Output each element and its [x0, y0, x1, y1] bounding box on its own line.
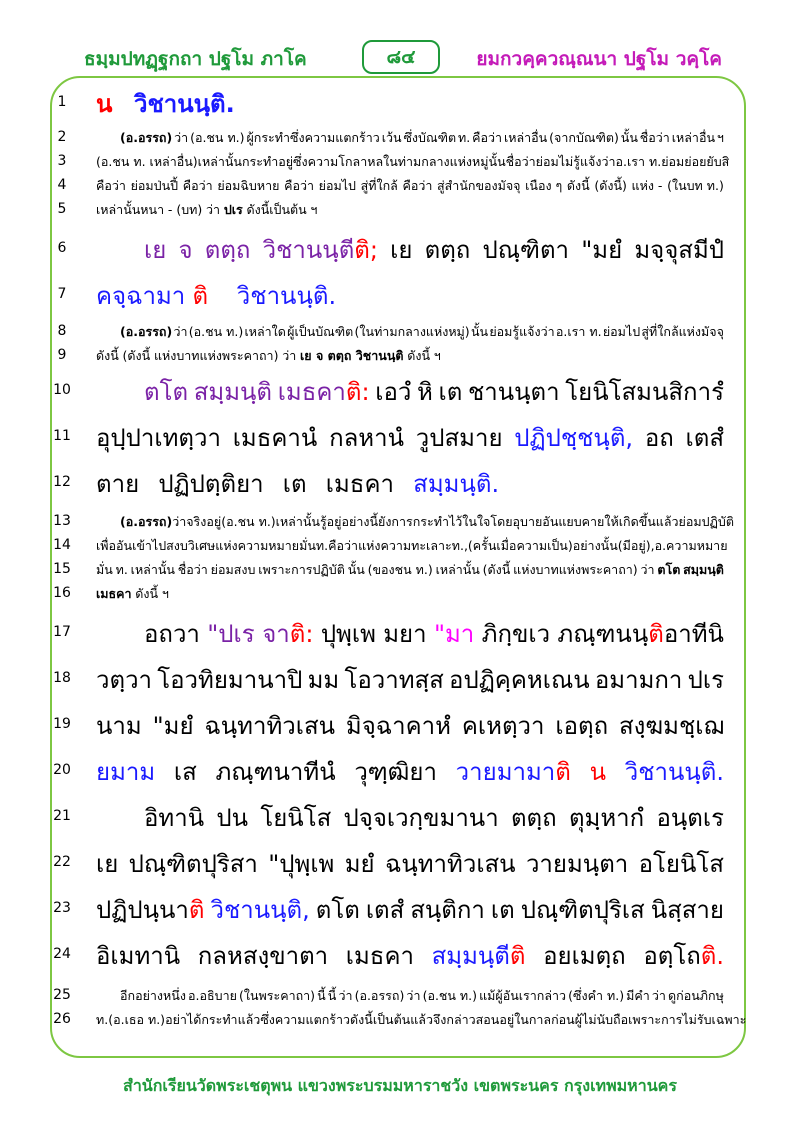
word: ว่า [174, 130, 189, 145]
word: ย่อมไป [602, 324, 641, 339]
word: ตตฺถ [424, 236, 471, 264]
word: นิสฺสาย [650, 896, 724, 924]
word: ติ: [345, 378, 370, 406]
word: สมฺมนฺตี [431, 942, 510, 970]
word: เว้น [381, 130, 402, 145]
word: อมามกา [594, 666, 683, 694]
word: อย่างนี้ [341, 514, 378, 529]
page-header [0, 38, 800, 78]
word: (ซึ่งคำ ท.) [568, 988, 625, 1003]
line-number: 17 [53, 624, 71, 640]
word: ท. [458, 130, 471, 145]
text-line [0, 752, 800, 792]
word: ผู้ไม่นับถือ [574, 1012, 629, 1027]
word: (อ.ชน ท. เหล่าอื่น) [96, 154, 198, 169]
word: ปณฺฑิตปุริเส [520, 896, 645, 924]
text-line [0, 372, 800, 412]
word: เหล่านั้น [275, 514, 320, 529]
line-number: 16 [53, 585, 71, 601]
word: นาม [96, 712, 142, 740]
word: อปฏิคฺคหเณน [449, 666, 590, 694]
word: ดังนี้ [407, 348, 431, 363]
chapter-title: ยมกวคฺควณฺณนา ปฐโม วคฺโค [476, 48, 722, 70]
word: นั้น [488, 154, 506, 169]
word: ผู้กระทำซึ่งความแตกร้าว [246, 130, 380, 145]
word: ย่อมฉิบหาย [217, 178, 280, 193]
line-number: 26 [53, 1011, 71, 1027]
word: อโยนิโส [638, 850, 724, 878]
word: ติ: [289, 620, 314, 648]
word: ท. [315, 538, 329, 553]
word: เหล่าอื่น [503, 130, 548, 145]
word: กลหานํ [329, 424, 405, 452]
word: ติ [509, 942, 526, 970]
text-line [0, 1010, 800, 1030]
word: สู่สำนักของมัจจุ [437, 178, 521, 193]
word: ฯ [161, 586, 169, 601]
word: เนือง ๆ [525, 178, 563, 193]
word: (ดังนี้ [122, 348, 151, 363]
text-line [0, 614, 800, 654]
word: หิ [417, 378, 433, 406]
word: นั้น [347, 562, 365, 577]
word: ย่อมย่อยยับสิ [661, 154, 730, 169]
word: ชื่อว่า [505, 154, 536, 169]
word: ดูก่อนภิกษุ [668, 988, 724, 1003]
word: อตฺโถ [643, 942, 701, 970]
line-number: 22 [53, 854, 71, 870]
word: ติ; [354, 236, 378, 264]
word: ปณฺฑิตา [482, 236, 570, 264]
word: โยนิโส [260, 804, 332, 832]
word: "มยํ [581, 236, 623, 264]
line-number: 13 [53, 513, 71, 529]
text-line [0, 84, 800, 124]
word: เพราะการไม่รับเฉพาะ [628, 1012, 747, 1027]
word: (ดังนี้) [594, 178, 627, 193]
word: (อ.เธอ ท.) [108, 1012, 166, 1027]
word: ภณฺฑนนฺ [557, 620, 649, 648]
word: กลหสงฺขาตา [197, 942, 329, 970]
word: เต [490, 896, 515, 924]
word: สมฺมนฺติ [683, 562, 724, 577]
word: ปฏิปนฺนา [96, 896, 189, 924]
word: สมฺมนฺติ [193, 378, 273, 406]
word: ปเร [223, 202, 243, 217]
word: วายมนฺตา [525, 850, 629, 878]
word: ฯ [433, 348, 441, 363]
word: รู้อยู่ [319, 514, 342, 529]
word: แห่งบาทแห่งพระคาถา) [153, 348, 279, 363]
word: นี้ [327, 988, 337, 1003]
word: เมธคา [345, 942, 414, 970]
line-number: 23 [53, 900, 71, 916]
word: แม้ผู้อันเรากล่าว [479, 988, 567, 1003]
word: มม [307, 666, 340, 694]
word: อ.เรา ท. [615, 154, 662, 169]
page-footer: สำนักเรียนวัดพระเชตุพน แขวงพระบรมมหาราชวัง เขตพระนคร กรุงเทพมหานคร [123, 1076, 677, 1095]
word: เมธคา [277, 378, 346, 406]
word: ตตฺถ [510, 804, 557, 832]
word: ซึ่งความโกลาหล [293, 154, 384, 169]
word: ยมาม [96, 758, 156, 786]
word: ตุมฺหากํ [568, 804, 645, 832]
word: เอตฺถ [555, 712, 609, 740]
word: ผู้เป็นบัณฑิต [287, 324, 354, 339]
word: ปุพฺเพ [320, 620, 376, 648]
text-line [0, 584, 800, 604]
line-number: 18 [53, 670, 71, 686]
word: ตโต [144, 378, 189, 406]
word: โยนิโสมนสิการํ [565, 378, 724, 406]
word: ปฏิปตฺติยา [158, 470, 264, 498]
text-line [0, 844, 800, 884]
word: เมธคา [96, 586, 132, 601]
word: อีกอย่างหนึ่ง [120, 988, 186, 1003]
word: วูปสมาย [415, 424, 503, 452]
word: (อ.ชน ท.) [221, 514, 276, 529]
line-number: 8 [57, 323, 67, 339]
word: ย่อมสงบ [210, 562, 256, 577]
word: เอวํ [375, 378, 412, 406]
word: อ.อธิบาย [188, 988, 237, 1003]
word: ปจฺจเวกฺขมานา [343, 804, 499, 832]
word: (อ.ชน ท.) [188, 324, 244, 339]
text-line [0, 798, 800, 838]
word: อถ [644, 424, 674, 452]
text-line [0, 200, 800, 220]
word: สู่ที่ใกล้แห่งมัจจุ [641, 324, 724, 339]
line-number: 24 [53, 946, 71, 962]
word: แล้วจึงกล่าวสอนอยู่ [410, 1012, 515, 1027]
word: มยํ [344, 850, 375, 878]
word: ดังนี้เป็นต้น [246, 202, 307, 217]
word: น [96, 90, 113, 118]
word: ย่อมป่นปี้ [130, 178, 179, 193]
word: อ.ความหมาย [654, 538, 728, 553]
word: คจฺฉามา [96, 282, 186, 310]
word: มั่น [96, 562, 113, 577]
word: อย่างนั้น [572, 538, 618, 553]
word: ท. [96, 1012, 109, 1027]
word: น [589, 758, 606, 786]
word: เหล่าอื่น [671, 130, 715, 145]
word: ฉนฺทาทิวเสน [204, 712, 336, 740]
line-number: 12 [53, 474, 71, 490]
word: (อ.ชน ท.) [422, 988, 478, 1003]
word: วตฺวา [96, 666, 153, 694]
word: คือว่า [96, 178, 126, 193]
word: - (บท) [167, 202, 203, 217]
word: ติ [192, 282, 209, 310]
line-number: 9 [57, 347, 67, 363]
word: ปน [216, 804, 249, 832]
word: สนฺติกา [410, 896, 485, 924]
word: คือว่า [402, 178, 433, 193]
word: ว่า [173, 324, 188, 339]
word: ว่า [640, 562, 655, 577]
word: กระทำอยู่ [241, 154, 294, 169]
word: วายมามา [455, 758, 556, 786]
word: (ของชน ท.) [367, 562, 433, 577]
word: แห่งความทะเลาะ [358, 538, 452, 553]
word: มยา [383, 620, 427, 648]
line-number: 5 [57, 201, 67, 217]
text-line [0, 128, 800, 148]
word: แห่งความหมายมั่น [215, 538, 316, 553]
word: ท. [115, 562, 128, 577]
word: เตสํ [685, 424, 724, 452]
line-number: 3 [57, 153, 67, 169]
word: วิชานนฺตี [262, 236, 355, 264]
word: ย่อมไม่รู้แจ้งว่า [535, 154, 616, 169]
word: (ในพระคาถา) [239, 988, 316, 1003]
word: เต [438, 378, 463, 406]
word: วิชานนฺติ. [133, 90, 235, 118]
word: ดังนี้ [566, 178, 590, 193]
word: มจฺจุสมีปํ [634, 236, 724, 264]
text-line [0, 706, 800, 746]
word: ว่า [172, 514, 187, 529]
word: ชื่อว่า [639, 130, 670, 145]
text-line [0, 560, 800, 580]
word: อิทานิ [144, 804, 205, 832]
word: ตาย [96, 470, 140, 498]
line-number: 6 [57, 240, 67, 256]
word: แห่งบาทแห่งพระคาถา) [513, 562, 638, 577]
word: (อ.อรรถ) [120, 324, 173, 339]
word: ตโต [657, 562, 681, 577]
word: ว่า [206, 202, 221, 217]
text-line [0, 536, 800, 556]
word: เต [282, 470, 307, 498]
line-number: 19 [53, 716, 71, 732]
line-number: 15 [53, 561, 71, 577]
word: ปฏิปชฺชนฺติ, [514, 424, 634, 452]
word: อุปฺปาเทตฺวา [96, 424, 221, 452]
word: เส [173, 758, 197, 786]
word: (อ.ชน ท.) [190, 130, 245, 145]
word: ภิกฺขเว [481, 620, 551, 648]
line-number: 11 [53, 428, 71, 444]
word: ว่า [406, 988, 421, 1003]
text-line [0, 986, 800, 1006]
word: อถวา [144, 620, 200, 648]
word: ชานนฺตา [467, 378, 560, 406]
line-number: 7 [57, 286, 67, 302]
line-number: 21 [53, 808, 71, 824]
text-line [0, 936, 800, 976]
line-number: 25 [53, 987, 71, 1003]
word: เหล่านั้น [197, 154, 242, 169]
word: วิชานนฺติ. [236, 282, 337, 310]
word: คือว่า [328, 538, 359, 553]
word: (ในบท ท.) [667, 178, 724, 193]
word: เพื่ออันเข้าไปสงบวิเศษ [96, 538, 216, 553]
line-number: 4 [57, 177, 67, 193]
word: มิจฺฉาคาหํ [345, 712, 451, 740]
word: ปณฺฑิตปุริสา [128, 850, 258, 878]
word: เย จ ตตฺถ วิชานนฺติ [300, 348, 404, 363]
word: (อ.อรรถ) [354, 988, 405, 1003]
word: (จากบัณฑิต) [549, 130, 619, 145]
word: ชื่อว่า [177, 562, 208, 577]
word: เย [144, 236, 167, 264]
word: วิชานนฺติ, [210, 896, 310, 924]
word: ยังการกระทำไว้ในใจโดยอุบายอันแยบคาย [378, 514, 605, 529]
word: โอวาทสฺส [344, 666, 444, 694]
word: (ในท่ามกลางแห่งหมู่) [354, 324, 470, 339]
word: สงฺฆมชฺเฌ [619, 712, 724, 740]
word: เหล่านั้นหนา [96, 202, 165, 217]
word: จ [178, 236, 193, 264]
word: สมฺมนฺติ. [413, 470, 500, 498]
word: เตสํ [365, 896, 405, 924]
word: ติ. [700, 942, 724, 970]
word: ฯ [310, 202, 318, 217]
line-number: 10 [53, 382, 71, 398]
word: เพราะการปฏิบัติ [258, 562, 345, 577]
text-line [0, 660, 800, 700]
word: ติ [188, 896, 205, 924]
word: ย่อมปฏิบัติ [678, 514, 734, 529]
word: ดังนี้ [96, 348, 119, 363]
word: (ดังนี้ [482, 562, 511, 577]
word: คเหตฺวา [461, 712, 545, 740]
word: นั้น [620, 130, 638, 145]
text-line [0, 346, 800, 366]
word: ติ [555, 758, 571, 786]
word: (ครั้นเมื่อความเป็น) [467, 538, 573, 553]
word: ในท่ามกลางแห่งหมู่ [383, 154, 489, 169]
line-number: 1 [57, 94, 67, 110]
word: อาทีนิ [663, 620, 724, 648]
word: คือว่า [182, 178, 213, 193]
word: คือว่า [472, 130, 503, 145]
text-line [0, 152, 800, 172]
word: ภณฺฑนาทีนํ [215, 758, 336, 786]
word: ตตฺถ [204, 236, 251, 264]
word: (อ.อรรถ) [120, 514, 173, 529]
word: เย [96, 850, 119, 878]
word: เมธคา [325, 470, 394, 498]
word: เย [390, 236, 413, 264]
line-number: 20 [53, 762, 71, 778]
text-line [0, 464, 800, 504]
word: นี้ [317, 988, 326, 1003]
word: "มา [433, 620, 475, 648]
word: เมธคานํ [232, 424, 318, 452]
word: เหล่าใด [244, 324, 286, 339]
word: อ.เรา ท. [555, 324, 602, 339]
word: ตโต [315, 896, 360, 924]
word: ย่อมรู้แจ้งว่า [489, 324, 555, 339]
word: ว่า [651, 988, 666, 1003]
line-number: 14 [53, 537, 71, 553]
text-line [0, 176, 800, 196]
word: ปเร [687, 666, 724, 694]
word: วุฑฺฒิยา [354, 758, 437, 786]
word: ว่า [338, 988, 353, 1003]
word: เหล่านั้น [435, 562, 480, 577]
word: ท., [451, 538, 468, 553]
text-line [0, 418, 800, 458]
text-line [0, 230, 800, 270]
word: ย่อมไป [318, 178, 356, 193]
word: อนฺตเร [656, 804, 724, 832]
word: โอวทิยมานาปิ [157, 666, 303, 694]
word: ดังนี้ [135, 586, 159, 601]
word: ดังนี้เป็นต้น [350, 1012, 411, 1027]
word: ว่า [282, 348, 297, 363]
word: แห่ง - [631, 178, 663, 193]
word: อยเมตฺถ [543, 942, 626, 970]
word: มีคำ [626, 988, 650, 1003]
word: ซึ่งบัณฑิต [403, 130, 457, 145]
line-number: 2 [57, 129, 67, 145]
page-number: ๘๔ [362, 40, 440, 74]
word: "ปเร จา [207, 620, 290, 648]
word: ฉนฺทาทิวเสน [384, 850, 516, 878]
text-line [0, 890, 800, 930]
word: ให้เกิดขึ้นแล้ว [604, 514, 679, 529]
word: ติ [648, 620, 664, 648]
word: วิชานนฺติ. [624, 758, 724, 786]
text-line [0, 276, 800, 316]
word: (มีอยู่), [617, 538, 655, 553]
word: ในกาลก่อน [514, 1012, 575, 1027]
word: คือว่า [284, 178, 314, 193]
text-line [0, 512, 800, 532]
word: (อ.อรรถ) [120, 130, 173, 145]
book-title: ธมฺมปทฏฺฐกถา ปฐโม ภาโค [84, 48, 307, 70]
word: ฯ [716, 130, 724, 145]
word: อิเมทานิ [96, 942, 181, 970]
word: นั้น [470, 324, 489, 339]
word: เหล่านั้น [130, 562, 175, 577]
text-line [0, 322, 800, 342]
word: สู่ที่ใกล้ [360, 178, 398, 193]
word: "ปุพฺเพ [268, 850, 335, 878]
word: ซึ่งความแตกร้าว [260, 1012, 351, 1027]
word: จริงอยู่ [186, 514, 222, 529]
word: อย่าได้กระทำแล้ว [165, 1012, 261, 1027]
word: "มยํ [152, 712, 194, 740]
